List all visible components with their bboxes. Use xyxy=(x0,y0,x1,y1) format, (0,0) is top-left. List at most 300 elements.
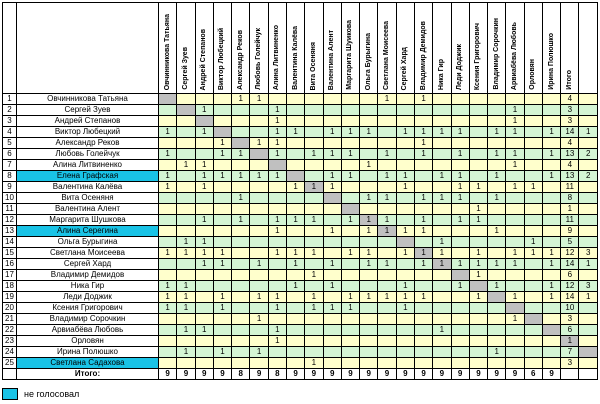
row-name: Сергей Зуев xyxy=(17,105,159,116)
row-number: 6 xyxy=(3,149,17,160)
vote-cell: 1 xyxy=(414,138,432,149)
vote-cell: 1 xyxy=(378,226,396,237)
vote-cell xyxy=(524,336,542,347)
vote-cell xyxy=(451,105,469,116)
vote-cell: 1 xyxy=(195,215,213,226)
vote-cell xyxy=(268,204,286,215)
vote-cell: 1 xyxy=(378,215,396,226)
row-name: Виктор Любецкий xyxy=(17,127,159,138)
vote-cell xyxy=(323,94,341,105)
vote-cell xyxy=(469,171,487,182)
vote-cell: 1 xyxy=(396,248,414,259)
column-header-label: Виктор Любецкий xyxy=(218,27,226,90)
vote-cell xyxy=(378,105,396,116)
column-header xyxy=(286,3,304,94)
vote-cell xyxy=(469,226,487,237)
vote-cell: 1 xyxy=(524,237,542,248)
vote-cell xyxy=(305,193,323,204)
vote-cell xyxy=(341,259,359,270)
vote-cell xyxy=(323,193,341,204)
row-name: Валентина Алент xyxy=(17,204,159,215)
vote-cell: 1 xyxy=(268,149,286,160)
vote-cell xyxy=(232,182,250,193)
vote-cell: 1 xyxy=(250,347,268,358)
vote-cell xyxy=(542,105,560,116)
vote-cell xyxy=(213,325,231,336)
vote-cell: 1 xyxy=(177,248,195,259)
vote-cell xyxy=(268,281,286,292)
row-name: Светлана Садахова xyxy=(17,358,159,369)
vote-cell xyxy=(433,292,451,303)
vote-cell xyxy=(414,270,432,281)
vote-cell xyxy=(469,160,487,171)
vote-cell xyxy=(305,171,323,182)
column-header-label: Сергей Хард xyxy=(401,46,409,90)
column-header xyxy=(506,3,524,94)
vote-cell: 1 xyxy=(433,127,451,138)
vote-cell xyxy=(232,347,250,358)
vote-cell xyxy=(195,94,213,105)
row-name: Маргарита Шушкова xyxy=(17,215,159,226)
row-extra xyxy=(579,358,598,369)
vote-cell: 1 xyxy=(268,226,286,237)
vote-cell xyxy=(195,270,213,281)
vote-cell: 1 xyxy=(396,127,414,138)
vote-cell: 1 xyxy=(524,248,542,259)
vote-cell xyxy=(542,182,560,193)
vote-cell xyxy=(286,138,304,149)
row-number: 10 xyxy=(3,193,17,204)
vote-cell xyxy=(213,358,231,369)
vote-cell xyxy=(542,204,560,215)
column-total: 8 xyxy=(268,369,286,380)
vote-cell xyxy=(542,270,560,281)
table-row xyxy=(3,259,598,270)
vote-cell xyxy=(542,314,560,325)
row-total: 6 xyxy=(561,270,579,281)
vote-cell xyxy=(195,226,213,237)
column-header xyxy=(323,3,341,94)
row-extra xyxy=(579,138,598,149)
vote-cell xyxy=(323,358,341,369)
vote-cell xyxy=(360,314,378,325)
vote-cell: 1 xyxy=(268,127,286,138)
vote-cell: 1 xyxy=(341,127,359,138)
vote-cell: 1 xyxy=(195,182,213,193)
vote-cell: 1 xyxy=(250,314,268,325)
vote-cell: 1 xyxy=(323,303,341,314)
row-number: 18 xyxy=(3,281,17,292)
vote-cell xyxy=(250,237,268,248)
vote-cell xyxy=(378,336,396,347)
vote-cell xyxy=(323,292,341,303)
vote-cell: 1 xyxy=(378,259,396,270)
vote-cell xyxy=(341,138,359,149)
vote-cell: 1 xyxy=(232,171,250,182)
vote-cell xyxy=(286,237,304,248)
vote-cell: 1 xyxy=(506,160,524,171)
vote-cell xyxy=(396,237,414,248)
column-header xyxy=(360,3,378,94)
column-header-label: Ирина Полюшко xyxy=(547,33,555,90)
vote-cell: 1 xyxy=(305,292,323,303)
vote-cell: 1 xyxy=(396,292,414,303)
column-header-label: Валентина Калёва xyxy=(291,26,299,90)
vote-cell xyxy=(232,259,250,270)
vote-cell xyxy=(286,160,304,171)
vote-cell xyxy=(469,138,487,149)
vote-cell xyxy=(360,237,378,248)
vote-cell xyxy=(305,94,323,105)
vote-cell xyxy=(323,215,341,226)
vote-cell: 1 xyxy=(213,292,231,303)
vote-cell: 1 xyxy=(414,127,432,138)
row-number: 2 xyxy=(3,105,17,116)
vote-cell xyxy=(414,303,432,314)
column-header xyxy=(213,3,231,94)
vote-cell xyxy=(232,270,250,281)
row-extra: 1 xyxy=(579,259,598,270)
vote-cell: 1 xyxy=(469,215,487,226)
vote-cell xyxy=(177,204,195,215)
vote-cell xyxy=(396,325,414,336)
vote-cell xyxy=(232,336,250,347)
vote-cell xyxy=(232,248,250,259)
vote-cell xyxy=(506,226,524,237)
vote-cell xyxy=(305,204,323,215)
vote-cell xyxy=(232,204,250,215)
row-name: Светлана Моисеева xyxy=(17,248,159,259)
vote-cell xyxy=(323,347,341,358)
vote-cell xyxy=(506,237,524,248)
vote-cell: 1 xyxy=(177,160,195,171)
vote-cell: 1 xyxy=(177,292,195,303)
column-total: 9 xyxy=(360,369,378,380)
vote-cell: 1 xyxy=(195,127,213,138)
total-label: Итого: xyxy=(17,369,159,380)
vote-cell xyxy=(250,193,268,204)
vote-cell xyxy=(524,259,542,270)
vote-cell xyxy=(250,105,268,116)
vote-cell xyxy=(396,105,414,116)
vote-cell xyxy=(195,204,213,215)
vote-cell xyxy=(286,292,304,303)
vote-cell xyxy=(542,116,560,127)
vote-cell: 1 xyxy=(469,248,487,259)
vote-cell xyxy=(323,314,341,325)
vote-cell xyxy=(506,215,524,226)
row-extra: 3 xyxy=(579,248,598,259)
column-header xyxy=(305,3,323,94)
corner-cell xyxy=(3,3,17,94)
vote-cell xyxy=(213,336,231,347)
vote-cell xyxy=(488,270,506,281)
vote-cell xyxy=(414,171,432,182)
vote-cell xyxy=(159,204,177,215)
row-extra: 1 xyxy=(579,127,598,138)
vote-cell xyxy=(360,347,378,358)
vote-cell xyxy=(542,226,560,237)
legend-label: не голосовал xyxy=(24,389,80,399)
vote-cell xyxy=(433,226,451,237)
vote-cell xyxy=(232,116,250,127)
column-total: 9 xyxy=(433,369,451,380)
vote-cell: 1 xyxy=(506,149,524,160)
vote-cell: 1 xyxy=(378,292,396,303)
vote-cell xyxy=(378,237,396,248)
vote-cell xyxy=(433,281,451,292)
row-number: 11 xyxy=(3,204,17,215)
row-name: Орловян xyxy=(17,336,159,347)
vote-cell: 1 xyxy=(360,259,378,270)
vote-cell xyxy=(177,171,195,182)
vote-cell xyxy=(396,138,414,149)
vote-cell: 1 xyxy=(213,149,231,160)
vote-cell xyxy=(451,336,469,347)
row-name: Арвиабёва Любовь xyxy=(17,325,159,336)
row-total: 3 xyxy=(561,358,579,369)
table-row xyxy=(3,204,598,215)
vote-cell xyxy=(213,94,231,105)
vote-cell: 1 xyxy=(159,149,177,160)
vote-cell xyxy=(451,116,469,127)
vote-cell xyxy=(250,116,268,127)
row-number: 17 xyxy=(3,270,17,281)
vote-cell: 1 xyxy=(506,116,524,127)
vote-cell: 1 xyxy=(286,215,304,226)
vote-cell xyxy=(378,248,396,259)
vote-cell: 1 xyxy=(213,171,231,182)
vote-cell: 1 xyxy=(414,292,432,303)
vote-cell xyxy=(451,292,469,303)
row-total: 7 xyxy=(561,347,579,358)
vote-cell xyxy=(213,237,231,248)
vote-cell xyxy=(396,358,414,369)
vote-cell xyxy=(451,347,469,358)
vote-cell: 1 xyxy=(341,215,359,226)
vote-cell: 1 xyxy=(341,303,359,314)
row-total: 12 xyxy=(561,281,579,292)
vote-cell xyxy=(506,204,524,215)
vote-cell xyxy=(232,358,250,369)
vote-cell: 1 xyxy=(323,127,341,138)
vote-cell xyxy=(268,314,286,325)
vote-cell: 1 xyxy=(250,94,268,105)
vote-cell xyxy=(341,204,359,215)
row-name: Овчинникова Татьяна xyxy=(17,94,159,105)
column-total: 9 xyxy=(213,369,231,380)
vote-cell xyxy=(232,138,250,149)
vote-cell xyxy=(341,193,359,204)
vote-cell: 1 xyxy=(323,149,341,160)
column-header xyxy=(542,3,560,94)
row-extra: 2 xyxy=(579,149,598,160)
vote-cell xyxy=(524,138,542,149)
vote-cell xyxy=(323,270,341,281)
vote-cell: 1 xyxy=(506,127,524,138)
vote-cell xyxy=(250,358,268,369)
row-number: 7 xyxy=(3,160,17,171)
vote-cell xyxy=(250,182,268,193)
vote-cell: 1 xyxy=(177,347,195,358)
row-extra xyxy=(579,336,598,347)
row-number: 4 xyxy=(3,127,17,138)
vote-cell xyxy=(195,281,213,292)
vote-cell: 1 xyxy=(396,182,414,193)
vote-cell xyxy=(177,336,195,347)
vote-cell: 1 xyxy=(268,292,286,303)
vote-cell xyxy=(341,347,359,358)
vote-cell xyxy=(488,336,506,347)
vote-cell xyxy=(323,116,341,127)
vote-cell: 1 xyxy=(305,358,323,369)
table-row xyxy=(3,160,598,171)
vote-cell xyxy=(305,347,323,358)
vote-cell xyxy=(305,336,323,347)
vote-cell xyxy=(213,281,231,292)
vote-cell xyxy=(378,325,396,336)
vote-cell: 1 xyxy=(542,281,560,292)
vote-cell xyxy=(177,138,195,149)
column-total: 6 xyxy=(524,369,542,380)
vote-cell xyxy=(469,281,487,292)
vote-cell xyxy=(506,138,524,149)
vote-cell: 1 xyxy=(396,226,414,237)
column-header-label: Ксения Григорович xyxy=(474,22,482,90)
vote-cell: 1 xyxy=(378,171,396,182)
vote-cell: 1 xyxy=(268,303,286,314)
vote-cell: 1 xyxy=(433,237,451,248)
vote-cell xyxy=(506,171,524,182)
row-total: 14 xyxy=(561,127,579,138)
vote-cell xyxy=(286,226,304,237)
vote-cell xyxy=(213,105,231,116)
vote-cell xyxy=(542,303,560,314)
vote-cell xyxy=(341,226,359,237)
vote-cell xyxy=(159,336,177,347)
vote-cell xyxy=(341,336,359,347)
vote-cell: 1 xyxy=(323,281,341,292)
vote-cell xyxy=(414,281,432,292)
row-extra xyxy=(579,204,598,215)
vote-cell xyxy=(159,325,177,336)
vote-cell: 1 xyxy=(323,182,341,193)
vote-cell xyxy=(378,347,396,358)
vote-cell: 1 xyxy=(159,292,177,303)
table-row xyxy=(3,127,598,138)
vote-cell xyxy=(213,116,231,127)
row-name: Владимир Демидов xyxy=(17,270,159,281)
vote-cell xyxy=(195,138,213,149)
vote-cell: 1 xyxy=(542,171,560,182)
row-number: 12 xyxy=(3,215,17,226)
vote-cell xyxy=(524,204,542,215)
column-total: 9 xyxy=(305,369,323,380)
vote-cell xyxy=(360,182,378,193)
vote-cell xyxy=(524,325,542,336)
vote-cell xyxy=(195,292,213,303)
vote-cell xyxy=(159,270,177,281)
vote-cell xyxy=(159,138,177,149)
row-name: Сергей Хард xyxy=(17,259,159,270)
vote-cell xyxy=(360,281,378,292)
vote-cell xyxy=(396,215,414,226)
vote-cell xyxy=(469,347,487,358)
vote-cell xyxy=(323,105,341,116)
vote-cell: 1 xyxy=(396,171,414,182)
vote-cell: 1 xyxy=(195,237,213,248)
column-header-label: Ника Гир xyxy=(437,58,445,90)
vote-cell xyxy=(250,281,268,292)
row-number: 13 xyxy=(3,226,17,237)
vote-cell xyxy=(542,336,560,347)
vote-cell xyxy=(396,160,414,171)
vote-cell: 1 xyxy=(159,281,177,292)
row-total: 6 xyxy=(561,325,579,336)
vote-cell: 1 xyxy=(341,292,359,303)
column-total: 9 xyxy=(396,369,414,380)
vote-cell: 1 xyxy=(506,105,524,116)
vote-cell xyxy=(524,94,542,105)
row-name: Елена Графская xyxy=(17,171,159,182)
vote-cell xyxy=(286,94,304,105)
vote-cell xyxy=(542,358,560,369)
vote-cell xyxy=(159,105,177,116)
table-row xyxy=(3,226,598,237)
table-row xyxy=(3,281,598,292)
vote-cell xyxy=(286,171,304,182)
vote-cell: 1 xyxy=(506,248,524,259)
vote-cell: 1 xyxy=(286,182,304,193)
vote-cell: 1 xyxy=(268,105,286,116)
vote-cell xyxy=(469,127,487,138)
table-row xyxy=(3,105,598,116)
vote-cell xyxy=(341,281,359,292)
vote-cell xyxy=(341,270,359,281)
vote-cell: 1 xyxy=(488,259,506,270)
vote-cell xyxy=(250,226,268,237)
vote-cell xyxy=(396,149,414,160)
column-total: 9 xyxy=(488,369,506,380)
vote-cell xyxy=(286,336,304,347)
vote-cell: 1 xyxy=(232,215,250,226)
vote-cell: 1 xyxy=(378,193,396,204)
column-header xyxy=(268,3,286,94)
row-name: Ника Гир xyxy=(17,281,159,292)
vote-cell xyxy=(286,325,304,336)
vote-cell xyxy=(250,248,268,259)
vote-cell xyxy=(524,193,542,204)
vote-cell xyxy=(250,270,268,281)
legend xyxy=(2,388,79,400)
vote-cell xyxy=(433,204,451,215)
vote-cell: 1 xyxy=(360,193,378,204)
vote-cell: 1 xyxy=(305,182,323,193)
row-total: 13 xyxy=(561,149,579,160)
vote-cell xyxy=(542,325,560,336)
vote-cell xyxy=(177,105,195,116)
vote-cell xyxy=(341,314,359,325)
row-number: 19 xyxy=(3,292,17,303)
vote-cell xyxy=(396,94,414,105)
vote-cell xyxy=(451,138,469,149)
vote-cell: 1 xyxy=(488,127,506,138)
row-extra xyxy=(579,182,598,193)
vote-cell: 1 xyxy=(360,215,378,226)
table-row xyxy=(3,94,598,105)
vote-cell xyxy=(195,303,213,314)
vote-cell xyxy=(488,248,506,259)
